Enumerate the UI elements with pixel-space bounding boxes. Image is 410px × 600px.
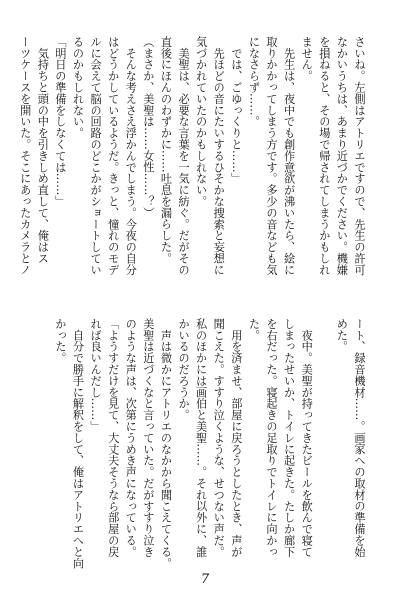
text-column: 私のほかには画伯と美聖……。それ以外に、誰 — [194, 318, 208, 558]
text-column: 気づかれていたのかもしれない。 — [194, 36, 208, 207]
text-column: では、ごゆっくりと……」 — [229, 36, 243, 185]
text-column: そんな考えさえ浮かんでしまう。今夜の自分 — [124, 36, 138, 276]
text-column: れば良いんだし……」 — [89, 318, 103, 432]
text-column: かった。 — [53, 318, 67, 364]
page-number: 7 — [200, 572, 210, 587]
text-column: しまったせいか、トイレに起きた。たしか廊下 — [282, 318, 296, 558]
text-column: ーツケースを開いた。そこにあったカメラとノ — [18, 36, 32, 276]
text-column: た。 — [247, 318, 261, 341]
text-column: 声は微かにアトリエのなかから聞こえてくる。 — [159, 318, 173, 569]
text-column: 「明日の準備をしなくては……」 — [53, 36, 67, 207]
upper-text-block — [18, 36, 368, 296]
text-column: のような声は、次第にうめき声になっている。 — [124, 318, 138, 558]
text-column: 美聖は近づくなと言っていた。だがすすり泣き — [141, 318, 155, 558]
text-column: めた。 — [335, 318, 349, 353]
text-column: さいね。左側はアトリエですので、先生の許可 — [353, 36, 366, 276]
text-column: ルに会えて脳の回路のどこかがショートしてい — [89, 36, 103, 276]
text-column: 用を済ませ、部屋に戻ろうとしたとき、声が — [229, 318, 243, 558]
text-column: を損ねると、その場で帰されてしまうかもしれ — [317, 36, 331, 276]
text-column: 気持ちと頭の中を引きしめ直して、俺はス — [36, 36, 50, 264]
text-column: 夜中。美聖が持ってきたビールを飲んで寝て — [300, 318, 314, 558]
text-column: 取りかかってしまう方です。多少の音なども気 — [265, 36, 279, 276]
text-column: かいるのだろうか。 — [177, 318, 191, 421]
text-column: 先生は、夜中でも創作意欲が沸いたら、絵に — [282, 36, 296, 276]
text-column: 先ほどの音にたいするひそかな捜索と妄想に — [212, 36, 226, 276]
text-column: 自分で勝手に解釈をして、俺はアトリエへと向 — [71, 318, 85, 569]
text-column: （まさか、美聖は……女性……？） — [141, 36, 155, 219]
text-column — [315, 318, 333, 566]
text-column: ません。 — [300, 36, 314, 82]
text-column: を右だった。寝起きの足取りでトイレに向かっ — [265, 318, 279, 558]
text-column: 聞こえた。すすり泣くような、せつない声だ。 — [212, 318, 226, 558]
text-column: なかいうちは、あまり近づかでください。機嫌 — [335, 36, 349, 276]
text-column: 直後にほんのわずかに……吐息を漏らした。 — [159, 36, 173, 264]
text-column: るのかもしれない。 — [71, 36, 85, 139]
text-column: ート、録音機材……。画家への取材の準備を始 — [353, 318, 366, 558]
lower-text-block — [42, 318, 368, 569]
text-column: 美聖は、必要な言葉を一気に紡ぐ。だがその — [177, 36, 191, 276]
text-column: 「ようすだけを見て、大丈夫そうなら部屋の戻 — [106, 318, 120, 558]
text-column: はどうかしているようだ。きっと、憧れのモデ — [106, 36, 120, 276]
text-column: になさらず……。 — [247, 36, 261, 128]
